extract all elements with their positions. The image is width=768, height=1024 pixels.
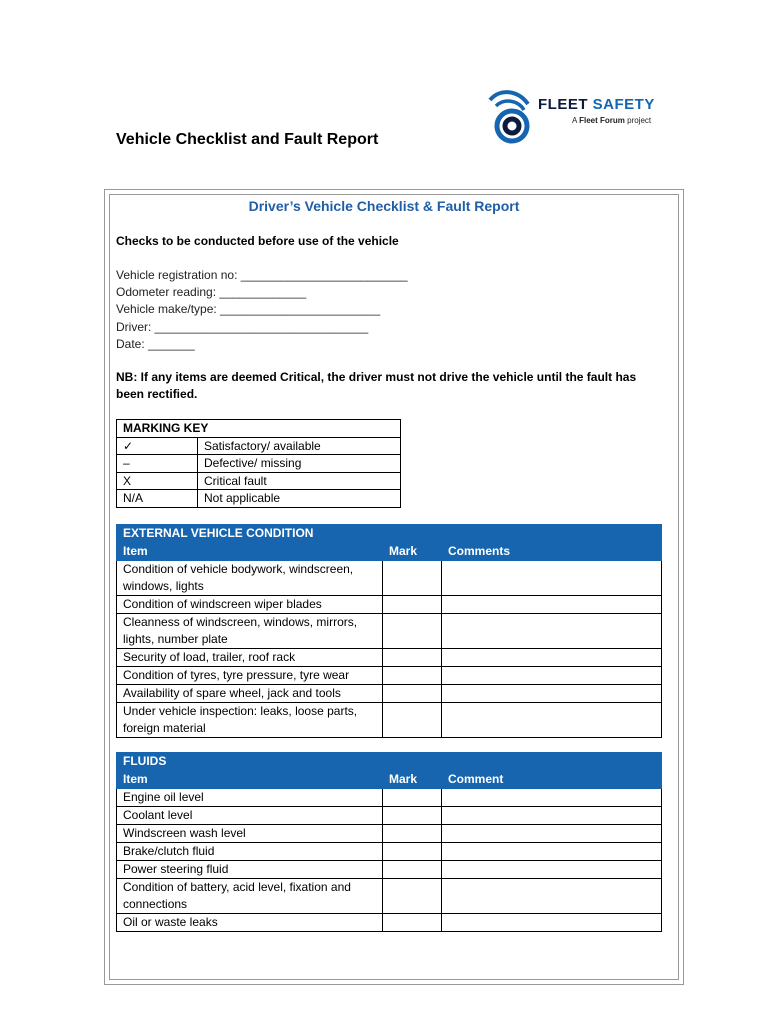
- table-row: [117, 703, 662, 738]
- marking-key-meaning: Defective/ missing: [198, 455, 401, 473]
- table-row: [117, 596, 662, 614]
- comment-cell[interactable]: [442, 667, 662, 685]
- item-cell: Engine oil level: [117, 789, 383, 807]
- comment-cell[interactable]: [442, 789, 662, 807]
- comment-cell[interactable]: [442, 879, 662, 914]
- comment-cell[interactable]: [442, 914, 662, 932]
- mark-cell[interactable]: [383, 667, 442, 685]
- page-title: Vehicle Checklist and Fault Report: [116, 131, 379, 148]
- mark-cell[interactable]: [383, 596, 442, 614]
- table-row: [117, 825, 662, 843]
- marking-key-meaning: Satisfactory/ available: [198, 437, 401, 455]
- item-cell: Condition of windscreen wiper blades: [117, 596, 383, 614]
- marking-key-header-row: [117, 420, 401, 438]
- mark-cell[interactable]: [383, 561, 442, 596]
- mark-cell[interactable]: [383, 789, 442, 807]
- item-cell: Condition of battery, acid level, fixation and connections: [117, 879, 383, 914]
- logo-tagline-prefix: A: [572, 116, 580, 125]
- mark-cell[interactable]: [383, 825, 442, 843]
- marking-key-symbol: N/A: [117, 490, 198, 508]
- comment-cell[interactable]: [442, 861, 662, 879]
- logo-tagline-suffix: project: [624, 116, 652, 125]
- vehicle-registration-field: Vehicle registration no: _________________________: [116, 268, 408, 282]
- logo-tagline-bold: Fleet Forum: [579, 116, 625, 125]
- marking-key-row: [117, 472, 401, 490]
- fleet-safety-emblem-icon: [486, 86, 538, 152]
- form-title: Driver’s Vehicle Checklist & Fault Report: [248, 198, 520, 214]
- column-header-comments: Comments: [442, 543, 662, 561]
- marking-key-row: [117, 490, 401, 508]
- fluids-title: FLUIDS: [117, 753, 662, 771]
- item-cell: Condition of vehicle bodywork, windscreen, windows, lights: [117, 561, 383, 596]
- section-title-row: [117, 525, 662, 543]
- column-header-row: [117, 771, 662, 789]
- logo-tagline: [572, 116, 651, 125]
- table-row: [117, 685, 662, 703]
- comment-cell[interactable]: [442, 685, 662, 703]
- marking-key-row: [117, 437, 401, 455]
- marking-key-row: [117, 455, 401, 473]
- driver-field: Driver: ________________________________: [116, 319, 369, 334]
- vehicle-make-type-field: Vehicle make/type: ________________________: [116, 302, 381, 317]
- column-header-comment: Comment: [442, 771, 662, 789]
- column-header-mark: Mark: [383, 543, 442, 561]
- item-cell: Under vehicle inspection: leaks, loose parts, foreign material: [117, 703, 383, 738]
- marking-key-table: [116, 419, 401, 508]
- mark-cell[interactable]: [383, 614, 442, 649]
- mark-cell[interactable]: [383, 807, 442, 825]
- table-row: [117, 561, 662, 596]
- item-cell: Cleanness of windscreen, windows, mirrors, lights, number plate: [117, 614, 383, 649]
- mark-cell[interactable]: [383, 703, 442, 738]
- comment-cell[interactable]: [442, 596, 662, 614]
- table-row: [117, 614, 662, 649]
- table-row: [117, 914, 662, 932]
- section-title-row: [117, 753, 662, 771]
- marking-key-title: MARKING KEY: [117, 420, 401, 438]
- mark-cell[interactable]: [383, 685, 442, 703]
- external-condition-table: [116, 524, 662, 738]
- marking-key-symbol: X: [117, 472, 198, 490]
- marking-key-symbol: ✓: [117, 437, 198, 455]
- item-cell: Power steering fluid: [117, 861, 383, 879]
- mark-cell[interactable]: [383, 649, 442, 667]
- item-cell: Condition of tyres, tyre pressure, tyre wear: [117, 667, 383, 685]
- mark-cell[interactable]: [383, 843, 442, 861]
- column-header-item: Item: [117, 543, 383, 561]
- mark-cell[interactable]: [383, 861, 442, 879]
- table-row: [117, 667, 662, 685]
- mark-cell[interactable]: [383, 914, 442, 932]
- fluids-table: [116, 752, 662, 932]
- vehicle-details-fields: [116, 267, 408, 353]
- table-row: [117, 843, 662, 861]
- checks-heading: Checks to be conducted before use of the vehicle: [116, 234, 399, 248]
- logo-brand-text: [538, 96, 655, 113]
- column-header-mark: Mark: [383, 771, 442, 789]
- table-row: [117, 879, 662, 914]
- marking-key-meaning: Critical fault: [198, 472, 401, 490]
- comment-cell[interactable]: [442, 843, 662, 861]
- item-cell: Brake/clutch fluid: [117, 843, 383, 861]
- odometer-reading-field: Odometer reading: _____________: [116, 285, 307, 300]
- table-row: [117, 861, 662, 879]
- comment-cell[interactable]: [442, 561, 662, 596]
- comment-cell[interactable]: [442, 703, 662, 738]
- external-condition-title: EXTERNAL VEHICLE CONDITION: [117, 525, 662, 543]
- fleet-safety-logo: [486, 86, 666, 152]
- item-cell: Oil or waste leaks: [117, 914, 383, 932]
- logo-brand-word-fleet: FLEET: [538, 96, 588, 113]
- item-cell: Windscreen wash level: [117, 825, 383, 843]
- comment-cell[interactable]: [442, 825, 662, 843]
- item-cell: Coolant level: [117, 807, 383, 825]
- date-field: Date: _______: [116, 336, 195, 351]
- column-header-row: [117, 543, 662, 561]
- marking-key-meaning: Not applicable: [198, 490, 401, 508]
- marking-key-symbol: –: [117, 455, 198, 473]
- comment-cell[interactable]: [442, 614, 662, 649]
- table-row: [117, 789, 662, 807]
- table-row: [117, 649, 662, 667]
- logo-brand-word-safety: SAFETY: [592, 96, 655, 113]
- column-header-item: Item: [117, 771, 383, 789]
- comment-cell[interactable]: [442, 807, 662, 825]
- mark-cell[interactable]: [383, 879, 442, 914]
- table-row: [117, 807, 662, 825]
- comment-cell[interactable]: [442, 649, 662, 667]
- item-cell: Availability of spare wheel, jack and tools: [117, 685, 383, 703]
- critical-note: NB: If any items are deemed Critical, the driver must not drive the vehicle until the fault has been rectified.: [116, 370, 637, 401]
- item-cell: Security of load, trailer, roof rack: [117, 649, 383, 667]
